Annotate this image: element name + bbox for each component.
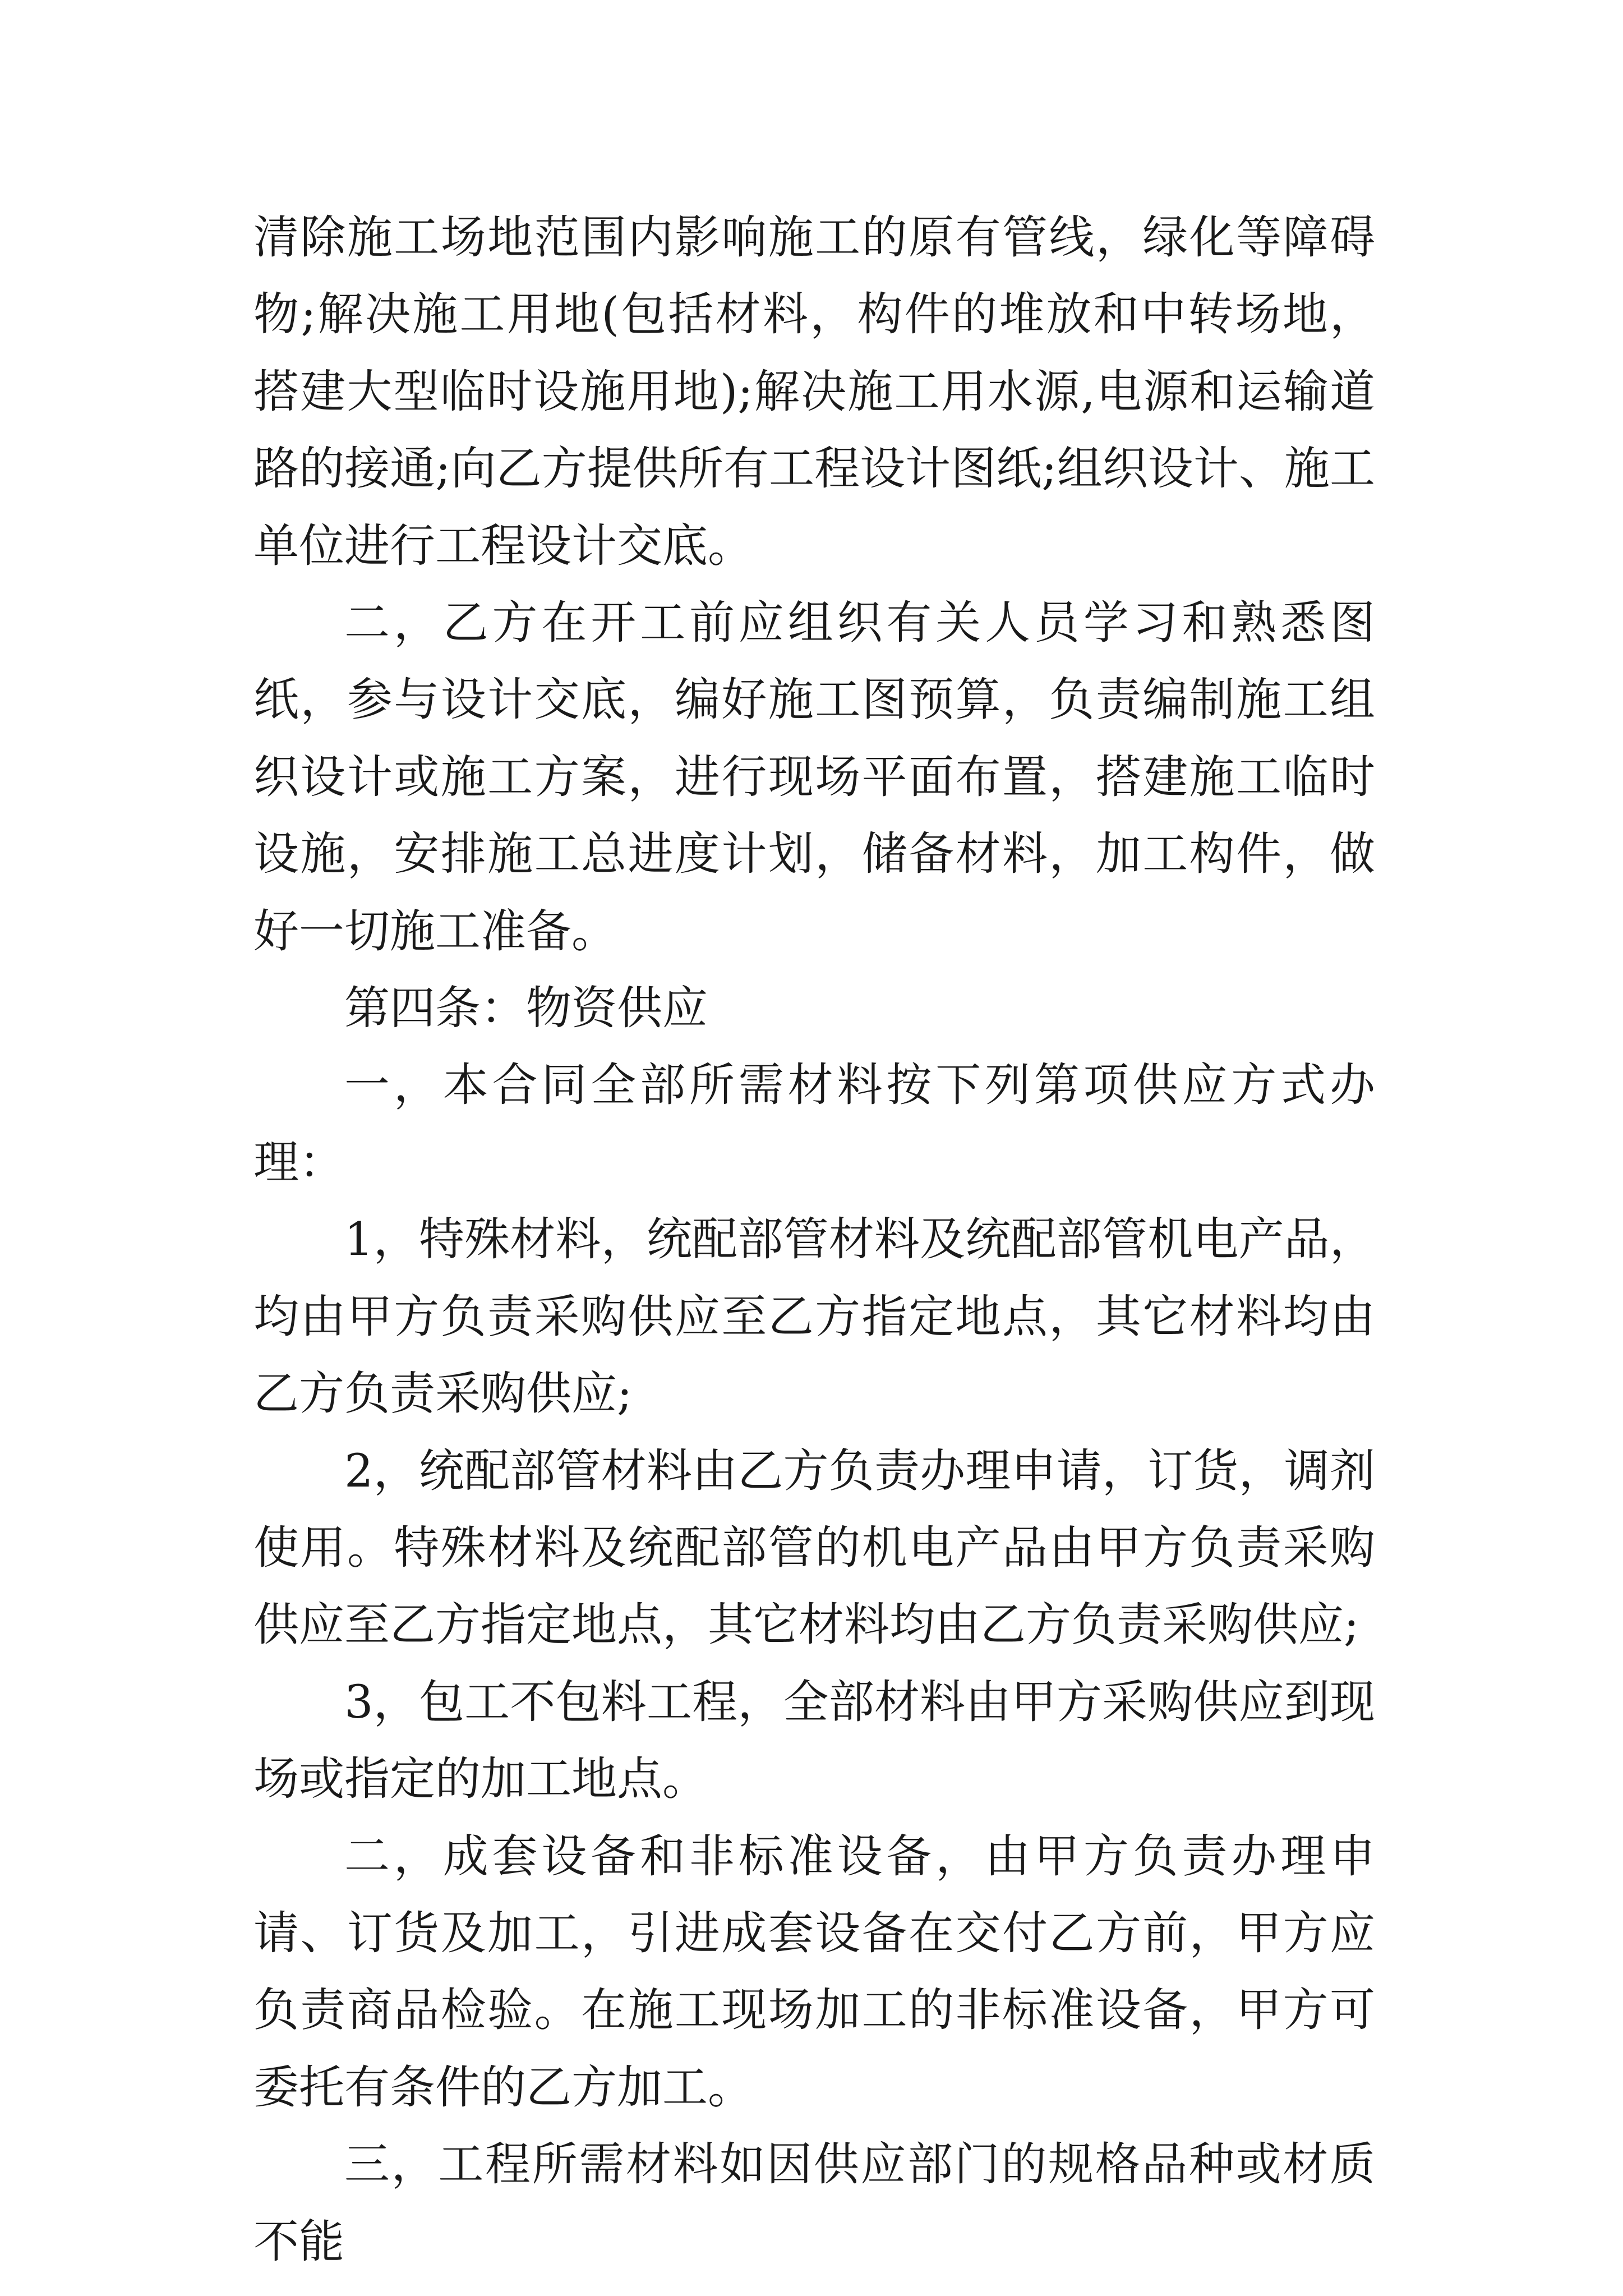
paragraph-supply-option-2: 2，统配部管材料由乙方负责办理申请，订货，调剂使用。特殊材料及统配部管的机电产品由甲方负责采购供应至乙方指定地点，其它材料均由乙方负责采购供应; [253, 1444, 1375, 1652]
paragraph-supply-option-3: 3，包工不包料工程，全部材料由甲方采购供应到现场或指定的加工地点。 [253, 1676, 1375, 1806]
article-heading-material-supply: 第四条：物资供应 [344, 982, 708, 1036]
paragraph-site-preparation: 清除施工场地范围内影响施工的原有管线，绿化等障碍物;解决施工用地(包括材料，构件的堆放和中转场地，搭建大型临时设施用地);解决施工用水源,电源和运输道路的接通;向乙方提供所有工程设计图纸;组织设计、施工单位进行工程设计交底。 [253, 211, 1375, 573]
paragraph-party-b-preparation: 二，乙方在开工前应组织有关人员学习和熟悉图纸，参与设计交底，编好施工图预算，负责编制施工组织设计或施工方案，进行现场平面布置，搭建施工临时设施，安排施工总进度计划，储备材料，加工构件，做好一切施工准备。 [253, 597, 1375, 958]
paragraph-supply-method-intro: 一，本合同全部所需材料按下列第项供应方式办理： [253, 1059, 1375, 1189]
paragraph-material-specification: 三，工程所需材料如因供应部门的规格品种或材质不能 [253, 2138, 1375, 2269]
document-body [253, 200, 1375, 2281]
paragraph-supply-option-1: 1，特殊材料，统配部管材料及统配部管机电产品，均由甲方负责采购供应至乙方指定地点，其它材料均由乙方负责采购供应; [253, 1213, 1375, 1421]
paragraph-equipment-supply: 二，成套设备和非标准设备，由甲方负责办理申请、订货及加工，引进成套设备在交付乙方前，甲方应负责商品检验。在施工现场加工的非标准设备，甲方可委托有条件的乙方加工。 [253, 1830, 1375, 2114]
